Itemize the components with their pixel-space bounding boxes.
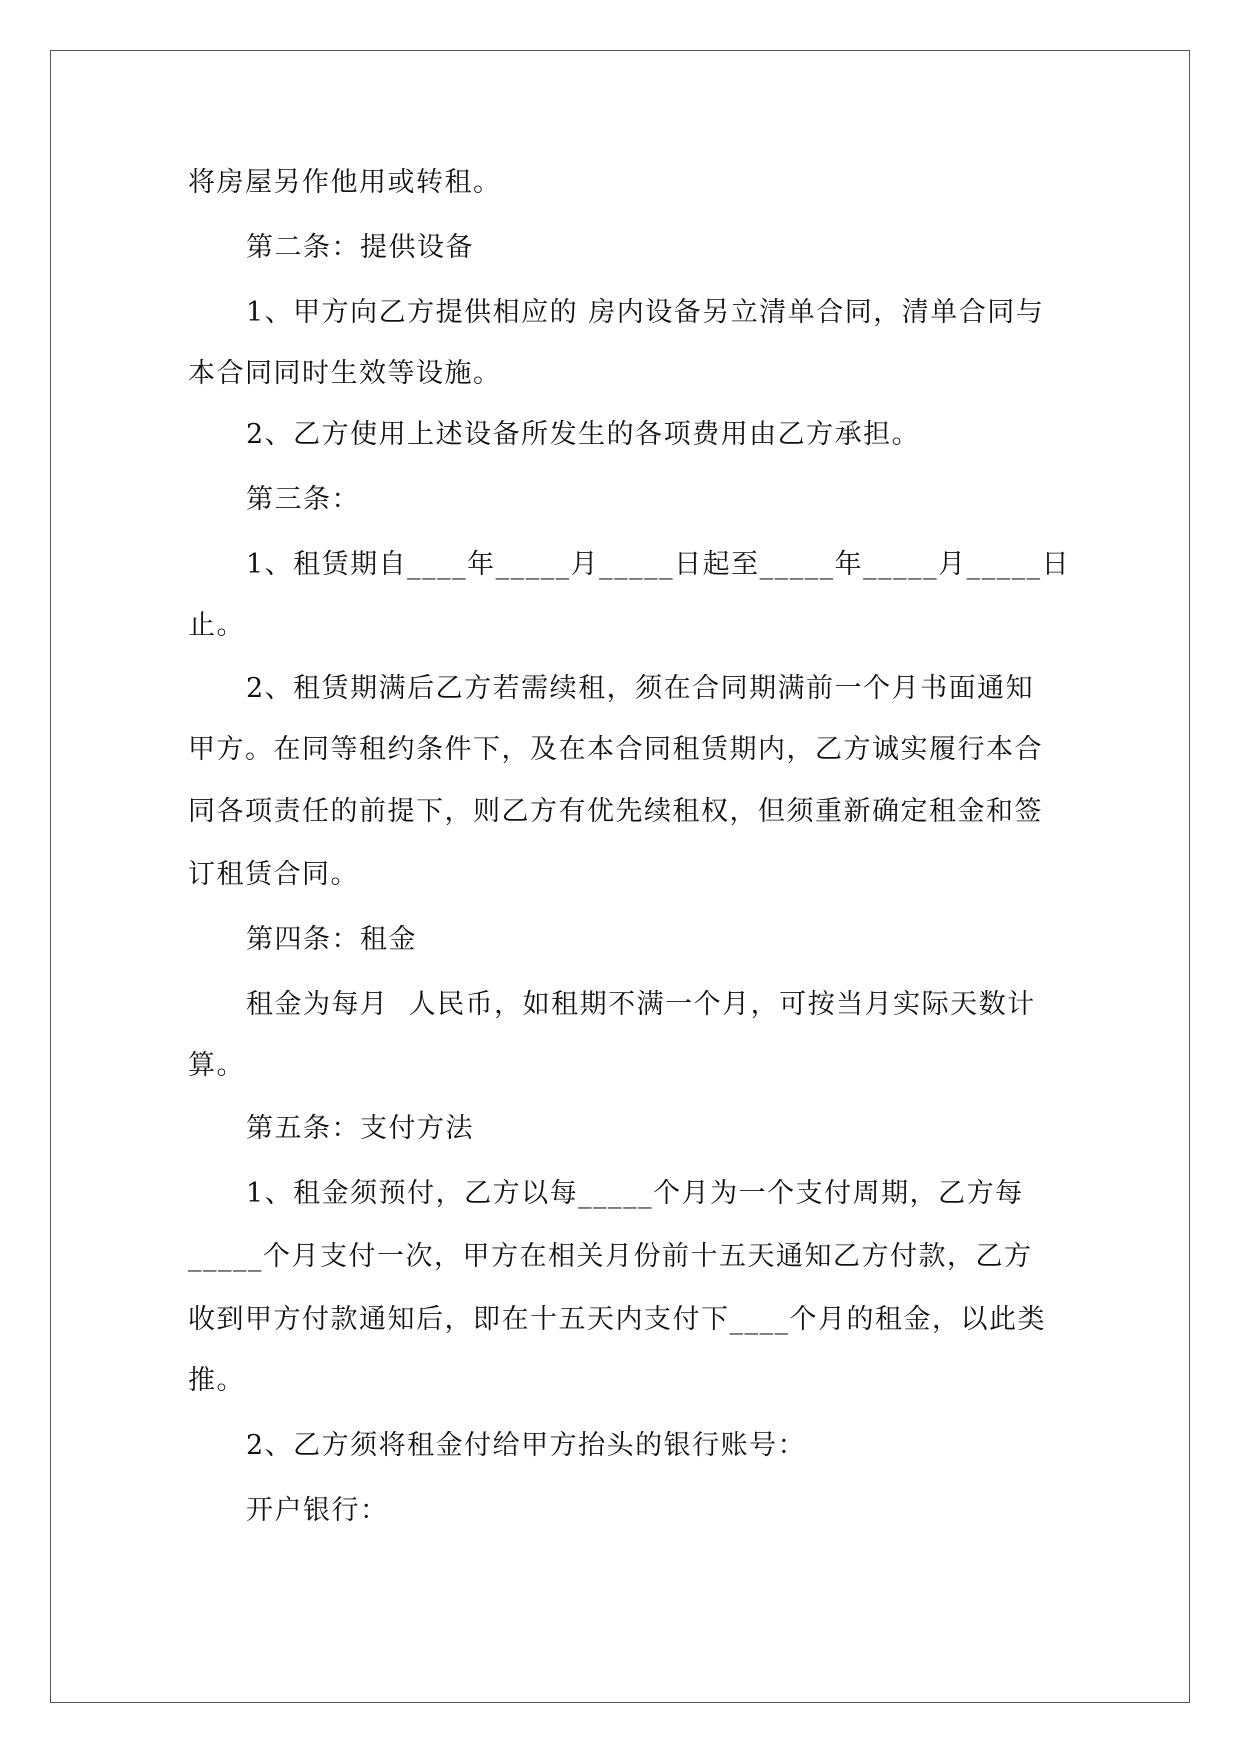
- article-5-clause-1-cont: _____个月支付一次，甲方在相关月份前十五天通知乙方付款，乙方: [188, 1241, 1033, 1272]
- bank-label: 开户银行：: [246, 1495, 389, 1526]
- article-3-clause-2-cont: 订租赁合同。: [188, 859, 359, 890]
- article-3-clause-1-cont: 止。: [188, 610, 245, 641]
- article-2-clause-1-cont: 本合同同时生效等设施。: [188, 358, 502, 389]
- article-2-heading: 第二条：提供设备: [246, 232, 474, 263]
- article-5-clause-2: 2、乙方须将租金付给甲方抬头的银行账号：: [246, 1430, 807, 1461]
- article-3-clause-2: 2、租赁期满后乙方若需续租，须在合同期满前一个月书面通知: [246, 673, 1035, 704]
- article-4-body-cont: 算。: [188, 1050, 245, 1081]
- article-4-heading: 第四条：租金: [246, 924, 417, 955]
- article-3-clause-2-cont: 甲方。在同等租约条件下，及在本合同租赁期内，乙方诚实履行本合: [188, 734, 1043, 765]
- article-5-heading: 第五条：支付方法: [246, 1113, 474, 1144]
- article-4-body: 租金为每月 人民币，如租期不满一个月，可按当月实际天数计: [246, 989, 1036, 1020]
- article-3-clause-2-cont: 同各项责任的前提下，则乙方有优先续租权，但须重新确定租金和签: [188, 796, 1043, 827]
- body-line-continuation: 将房屋另作他用或转租。: [188, 167, 502, 198]
- article-5-clause-1-cont: 收到甲方付款通知后，即在十五天内支付下____个月的租金，以此类: [188, 1304, 1046, 1335]
- article-3-heading: 第三条：: [246, 484, 360, 515]
- article-2-clause-2: 2、乙方使用上述设备所发生的各项费用由乙方承担。: [246, 419, 921, 450]
- article-2-clause-1: 1、甲方向乙方提供相应的 房内设备另立清单合同，清单合同与: [246, 297, 1045, 328]
- article-3-clause-1: 1、租赁期自____年_____月_____日起至_____年_____月_____日: [246, 549, 1071, 580]
- article-5-clause-1-cont: 推。: [188, 1365, 245, 1396]
- article-5-clause-1: 1、租金须预付，乙方以每_____个月为一个支付周期，乙方每: [246, 1178, 1024, 1209]
